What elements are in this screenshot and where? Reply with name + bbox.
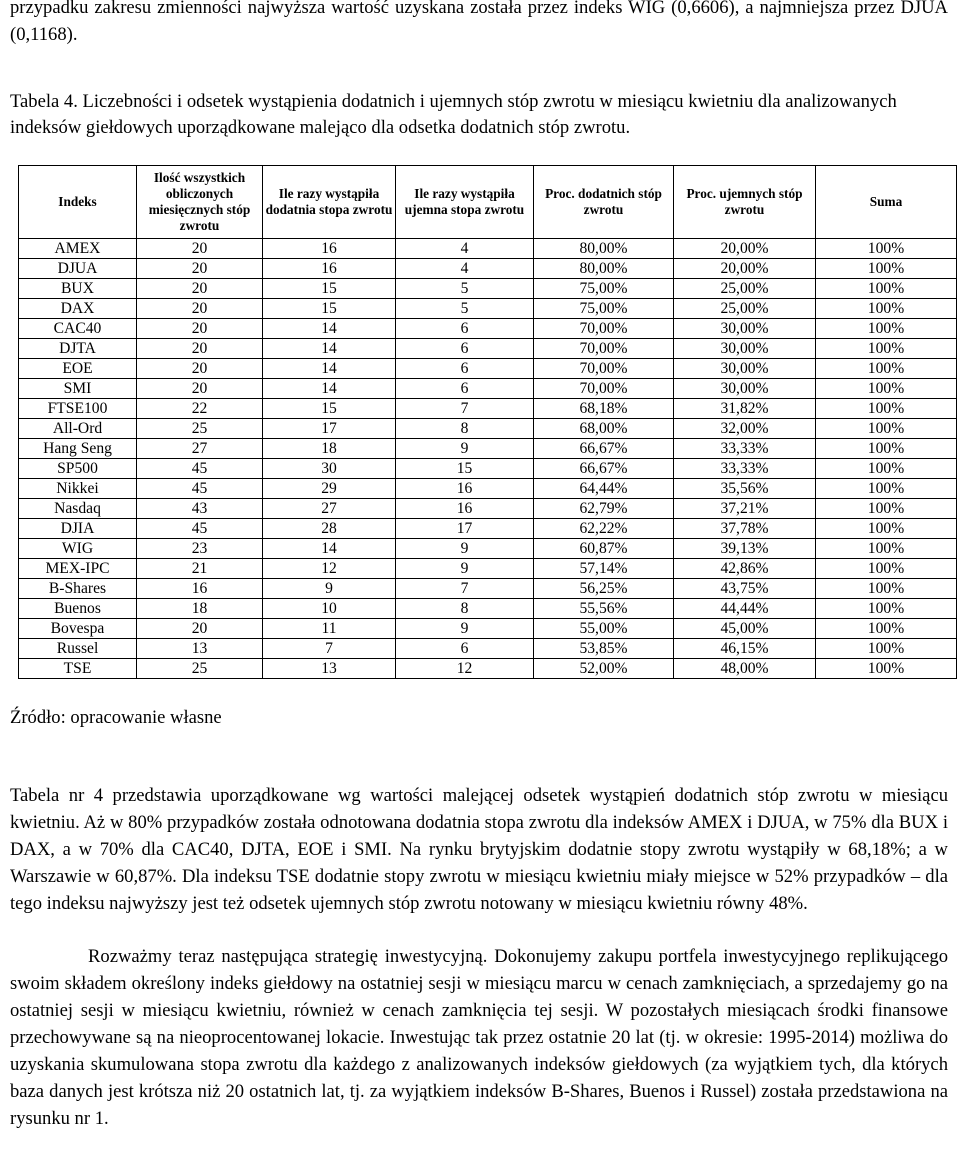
table-row — [19, 519, 957, 539]
cell-negative-count: 4 — [396, 259, 534, 279]
cell-positive-count: 14 — [263, 379, 396, 399]
cell-positive-percent: 68,00% — [534, 419, 674, 439]
cell-positive-percent: 56,25% — [534, 579, 674, 599]
cell-positive-count: 14 — [263, 539, 396, 559]
cell-negative-count: 9 — [396, 619, 534, 639]
cell-sum: 100% — [816, 239, 957, 259]
cell-sum: 100% — [816, 399, 957, 419]
cell-positive-count: 29 — [263, 479, 396, 499]
table-row — [19, 559, 957, 579]
cell-total-count: 43 — [137, 499, 263, 519]
cell-negative-count: 17 — [396, 519, 534, 539]
cell-indeks: Nikkei — [19, 479, 137, 499]
header-negative-percent: Proc. ujemnych stóp zwrotu — [674, 166, 816, 239]
header-positive-count: Ile razy wystąpiła dodatnia stopa zwrotu — [263, 166, 396, 239]
cell-negative-percent: 20,00% — [674, 259, 816, 279]
cell-sum: 100% — [816, 599, 957, 619]
cell-total-count: 16 — [137, 579, 263, 599]
cell-total-count: 20 — [137, 239, 263, 259]
header-sum: Suma — [816, 166, 957, 239]
cell-positive-percent: 52,00% — [534, 659, 674, 679]
table-row — [19, 539, 957, 559]
table-row — [19, 419, 957, 439]
cell-negative-count: 16 — [396, 479, 534, 499]
cell-negative-percent: 20,00% — [674, 239, 816, 259]
cell-sum: 100% — [816, 359, 957, 379]
source-note: Źródło: opracowanie własne — [10, 707, 222, 728]
cell-positive-count: 16 — [263, 239, 396, 259]
header-positive-percent: Proc. dodatnich stóp zwrotu — [534, 166, 674, 239]
cell-sum: 100% — [816, 279, 957, 299]
cell-negative-percent: 25,00% — [674, 279, 816, 299]
cell-positive-percent: 57,14% — [534, 559, 674, 579]
cell-positive-percent: 66,67% — [534, 439, 674, 459]
cell-total-count: 20 — [137, 279, 263, 299]
cell-negative-percent: 48,00% — [674, 659, 816, 679]
cell-indeks: SMI — [19, 379, 137, 399]
table-header-row — [19, 166, 957, 239]
cell-positive-count: 15 — [263, 399, 396, 419]
table-row — [19, 619, 957, 639]
cell-positive-percent: 70,00% — [534, 379, 674, 399]
cell-positive-count: 7 — [263, 639, 396, 659]
cell-indeks: CAC40 — [19, 319, 137, 339]
cell-negative-count: 8 — [396, 419, 534, 439]
cell-negative-percent: 35,56% — [674, 479, 816, 499]
cell-total-count: 45 — [137, 459, 263, 479]
cell-negative-count: 5 — [396, 279, 534, 299]
header-indeks: Indeks — [19, 166, 137, 239]
body-paragraph-1: Tabela nr 4 przedstawia uporządkowane wg wartości malejącej odsetek wystąpień dodatnich stóp zwrotu w miesiącu kwietniu. Aż w 80% przypadków została odnotowana dodatnia stopa zwrotu dla indeksów AMEX i DJUA, w 75% dla BUX i DAX, a w 70% dla CAC40, DJTA, EOE i SMI. Na rynku brytyjskim dodatnie stopy zwrotu wystąpiły w 68,18%; a w Warszawie w 60,87%. Dla indeksu TSE dodatnie stopy zwrotu w miesiącu kwietniu miały miejsce w 52% przypadków – dla tego indeksu najwyższy jest też odsetek ujemnych stóp zwrotu notowany w miesiącu kwietniu równy 48%. — [10, 785, 948, 914]
cell-total-count: 20 — [137, 299, 263, 319]
table-row — [19, 319, 957, 339]
cell-positive-count: 14 — [263, 359, 396, 379]
cell-indeks: Russel — [19, 639, 137, 659]
cell-negative-percent: 44,44% — [674, 599, 816, 619]
cell-indeks: DJUA — [19, 259, 137, 279]
cell-positive-percent: 75,00% — [534, 279, 674, 299]
cell-total-count: 25 — [137, 659, 263, 679]
cell-indeks: B-Shares — [19, 579, 137, 599]
table-row — [19, 339, 957, 359]
cell-indeks: SP500 — [19, 459, 137, 479]
cell-negative-count: 6 — [396, 379, 534, 399]
cell-positive-percent: 70,00% — [534, 339, 674, 359]
cell-sum: 100% — [816, 479, 957, 499]
cell-positive-count: 28 — [263, 519, 396, 539]
cell-negative-count: 6 — [396, 359, 534, 379]
cell-negative-count: 9 — [396, 439, 534, 459]
cell-negative-percent: 32,00% — [674, 419, 816, 439]
cell-indeks: Nasdaq — [19, 499, 137, 519]
returns-table — [18, 165, 957, 679]
cell-positive-count: 9 — [263, 579, 396, 599]
cell-sum: 100% — [816, 259, 957, 279]
cell-indeks: EOE — [19, 359, 137, 379]
cell-indeks: Buenos — [19, 599, 137, 619]
cell-positive-percent: 55,56% — [534, 599, 674, 619]
cell-negative-count: 15 — [396, 459, 534, 479]
cell-sum: 100% — [816, 579, 957, 599]
cell-negative-percent: 30,00% — [674, 339, 816, 359]
cell-indeks: DAX — [19, 299, 137, 319]
cell-negative-percent: 30,00% — [674, 379, 816, 399]
cell-sum: 100% — [816, 499, 957, 519]
cell-negative-percent: 33,33% — [674, 459, 816, 479]
table-row — [19, 359, 957, 379]
cell-sum: 100% — [816, 659, 957, 679]
cell-positive-percent: 80,00% — [534, 259, 674, 279]
cell-negative-count: 7 — [396, 579, 534, 599]
cell-negative-percent: 30,00% — [674, 319, 816, 339]
cell-indeks: TSE — [19, 659, 137, 679]
table-caption: Tabela 4. Liczebności i odsetek wystąpienia dodatnich i ujemnych stóp zwrotu w miesiącu kwietniu dla analizowanych indeksów giełdowych uporządkowane malejąco dla odsetka dodatnich stóp zwrotu. — [10, 91, 897, 138]
cell-total-count: 13 — [137, 639, 263, 659]
cell-sum: 100% — [816, 539, 957, 559]
cell-sum: 100% — [816, 459, 957, 479]
cell-indeks: Bovespa — [19, 619, 137, 639]
cell-total-count: 25 — [137, 419, 263, 439]
cell-positive-count: 18 — [263, 439, 396, 459]
cell-negative-percent: 43,75% — [674, 579, 816, 599]
cell-total-count: 20 — [137, 259, 263, 279]
cell-indeks: DJTA — [19, 339, 137, 359]
cell-negative-percent: 31,82% — [674, 399, 816, 419]
cell-total-count: 21 — [137, 559, 263, 579]
cell-positive-count: 30 — [263, 459, 396, 479]
cell-negative-percent: 39,13% — [674, 539, 816, 559]
cell-total-count: 22 — [137, 399, 263, 419]
intro-paragraph: przypadku zakresu zmienności najwyższa wartość uzyskana została przez indeks WIG (0,6606), a najmniejsza przez DJUA (0,1168). — [10, 0, 948, 45]
cell-positive-percent: 60,87% — [534, 539, 674, 559]
cell-total-count: 27 — [137, 439, 263, 459]
cell-positive-count: 12 — [263, 559, 396, 579]
cell-indeks: Hang Seng — [19, 439, 137, 459]
cell-negative-count: 9 — [396, 559, 534, 579]
cell-total-count: 18 — [137, 599, 263, 619]
cell-positive-count: 14 — [263, 319, 396, 339]
cell-negative-count: 8 — [396, 599, 534, 619]
table-row — [19, 379, 957, 399]
cell-negative-count: 7 — [396, 399, 534, 419]
cell-positive-count: 10 — [263, 599, 396, 619]
table-row — [19, 279, 957, 299]
cell-negative-count: 6 — [396, 319, 534, 339]
cell-indeks: MEX-IPC — [19, 559, 137, 579]
cell-negative-percent: 30,00% — [674, 359, 816, 379]
cell-positive-count: 16 — [263, 259, 396, 279]
cell-sum: 100% — [816, 439, 957, 459]
table-row — [19, 479, 957, 499]
cell-total-count: 45 — [137, 479, 263, 499]
cell-negative-percent: 45,00% — [674, 619, 816, 639]
cell-positive-count: 15 — [263, 299, 396, 319]
cell-sum: 100% — [816, 299, 957, 319]
cell-total-count: 23 — [137, 539, 263, 559]
table-row — [19, 599, 957, 619]
cell-sum: 100% — [816, 519, 957, 539]
table-row — [19, 299, 957, 319]
cell-positive-count: 13 — [263, 659, 396, 679]
header-negative-count: Ile razy wystąpiła ujemna stopa zwrotu — [396, 166, 534, 239]
cell-negative-count: 12 — [396, 659, 534, 679]
cell-negative-count: 6 — [396, 339, 534, 359]
cell-negative-count: 9 — [396, 539, 534, 559]
cell-total-count: 20 — [137, 319, 263, 339]
cell-positive-count: 14 — [263, 339, 396, 359]
table-body — [19, 239, 957, 679]
table-row — [19, 439, 957, 459]
cell-sum: 100% — [816, 419, 957, 439]
cell-negative-count: 16 — [396, 499, 534, 519]
cell-sum: 100% — [816, 319, 957, 339]
table-row — [19, 239, 957, 259]
cell-indeks: All-Ord — [19, 419, 137, 439]
cell-negative-percent: 37,78% — [674, 519, 816, 539]
body-paragraph-2-text: Rozważmy teraz następująca strategię inwestycyjną. Dokonujemy zakupu portfela inwestycyjnego replikującego swoim składem określony indeks giełdowy na ostatniej sesji w miesiącu marcu w cenach zamknięciach, a sprzedajemy go na ostatniej sesji w miesiącu kwietniu, również w cenach zamknięcia tej sesji. W pozostałych miesiącach środki finansowe przechowywane są na nieoprocentowanej lokacie. Inwestując tak przez ostatnie 20 lat (tj. w okresie: 1995-2014) możliwa do uzyskania skumulowana stopa zwrotu dla każdego z analizowanych indeksów giełdowych (za wyjątkiem tych, dla których baza danych jest krótsza niż 20 ostatnich lat, tj. za wyjątkiem indeksów B-Shares, Buenos i Russel) została przedstawiona na rysunku nr 1. — [10, 946, 948, 1129]
cell-positive-count: 11 — [263, 619, 396, 639]
cell-total-count: 20 — [137, 339, 263, 359]
cell-negative-percent: 46,15% — [674, 639, 816, 659]
cell-positive-percent: 70,00% — [534, 319, 674, 339]
cell-sum: 100% — [816, 619, 957, 639]
table-row — [19, 659, 957, 679]
cell-total-count: 20 — [137, 619, 263, 639]
cell-sum: 100% — [816, 559, 957, 579]
cell-positive-count: 15 — [263, 279, 396, 299]
cell-positive-percent: 64,44% — [534, 479, 674, 499]
body-paragraph-2 — [10, 943, 948, 1132]
cell-negative-percent: 37,21% — [674, 499, 816, 519]
cell-total-count: 45 — [137, 519, 263, 539]
cell-sum: 100% — [816, 639, 957, 659]
table-row — [19, 459, 957, 479]
cell-positive-percent: 68,18% — [534, 399, 674, 419]
cell-total-count: 20 — [137, 359, 263, 379]
cell-indeks: DJIA — [19, 519, 137, 539]
cell-positive-percent: 53,85% — [534, 639, 674, 659]
table-row — [19, 639, 957, 659]
cell-sum: 100% — [816, 379, 957, 399]
cell-indeks: WIG — [19, 539, 137, 559]
cell-positive-percent: 70,00% — [534, 359, 674, 379]
cell-indeks: AMEX — [19, 239, 137, 259]
cell-positive-count: 17 — [263, 419, 396, 439]
table-row — [19, 259, 957, 279]
cell-negative-count: 6 — [396, 639, 534, 659]
header-total-count: Ilość wszystkich obliczonych miesięcznych stóp zwrotu — [137, 166, 263, 239]
cell-positive-percent: 55,00% — [534, 619, 674, 639]
table-row — [19, 399, 957, 419]
cell-indeks: FTSE100 — [19, 399, 137, 419]
cell-positive-percent: 62,22% — [534, 519, 674, 539]
table-row — [19, 579, 957, 599]
table-row — [19, 499, 957, 519]
cell-negative-count: 5 — [396, 299, 534, 319]
cell-negative-percent: 25,00% — [674, 299, 816, 319]
cell-negative-percent: 33,33% — [674, 439, 816, 459]
cell-sum: 100% — [816, 339, 957, 359]
cell-positive-percent: 75,00% — [534, 299, 674, 319]
cell-total-count: 20 — [137, 379, 263, 399]
cell-negative-percent: 42,86% — [674, 559, 816, 579]
cell-positive-percent: 66,67% — [534, 459, 674, 479]
cell-positive-percent: 80,00% — [534, 239, 674, 259]
cell-positive-count: 27 — [263, 499, 396, 519]
cell-negative-count: 4 — [396, 239, 534, 259]
cell-indeks: BUX — [19, 279, 137, 299]
cell-positive-percent: 62,79% — [534, 499, 674, 519]
